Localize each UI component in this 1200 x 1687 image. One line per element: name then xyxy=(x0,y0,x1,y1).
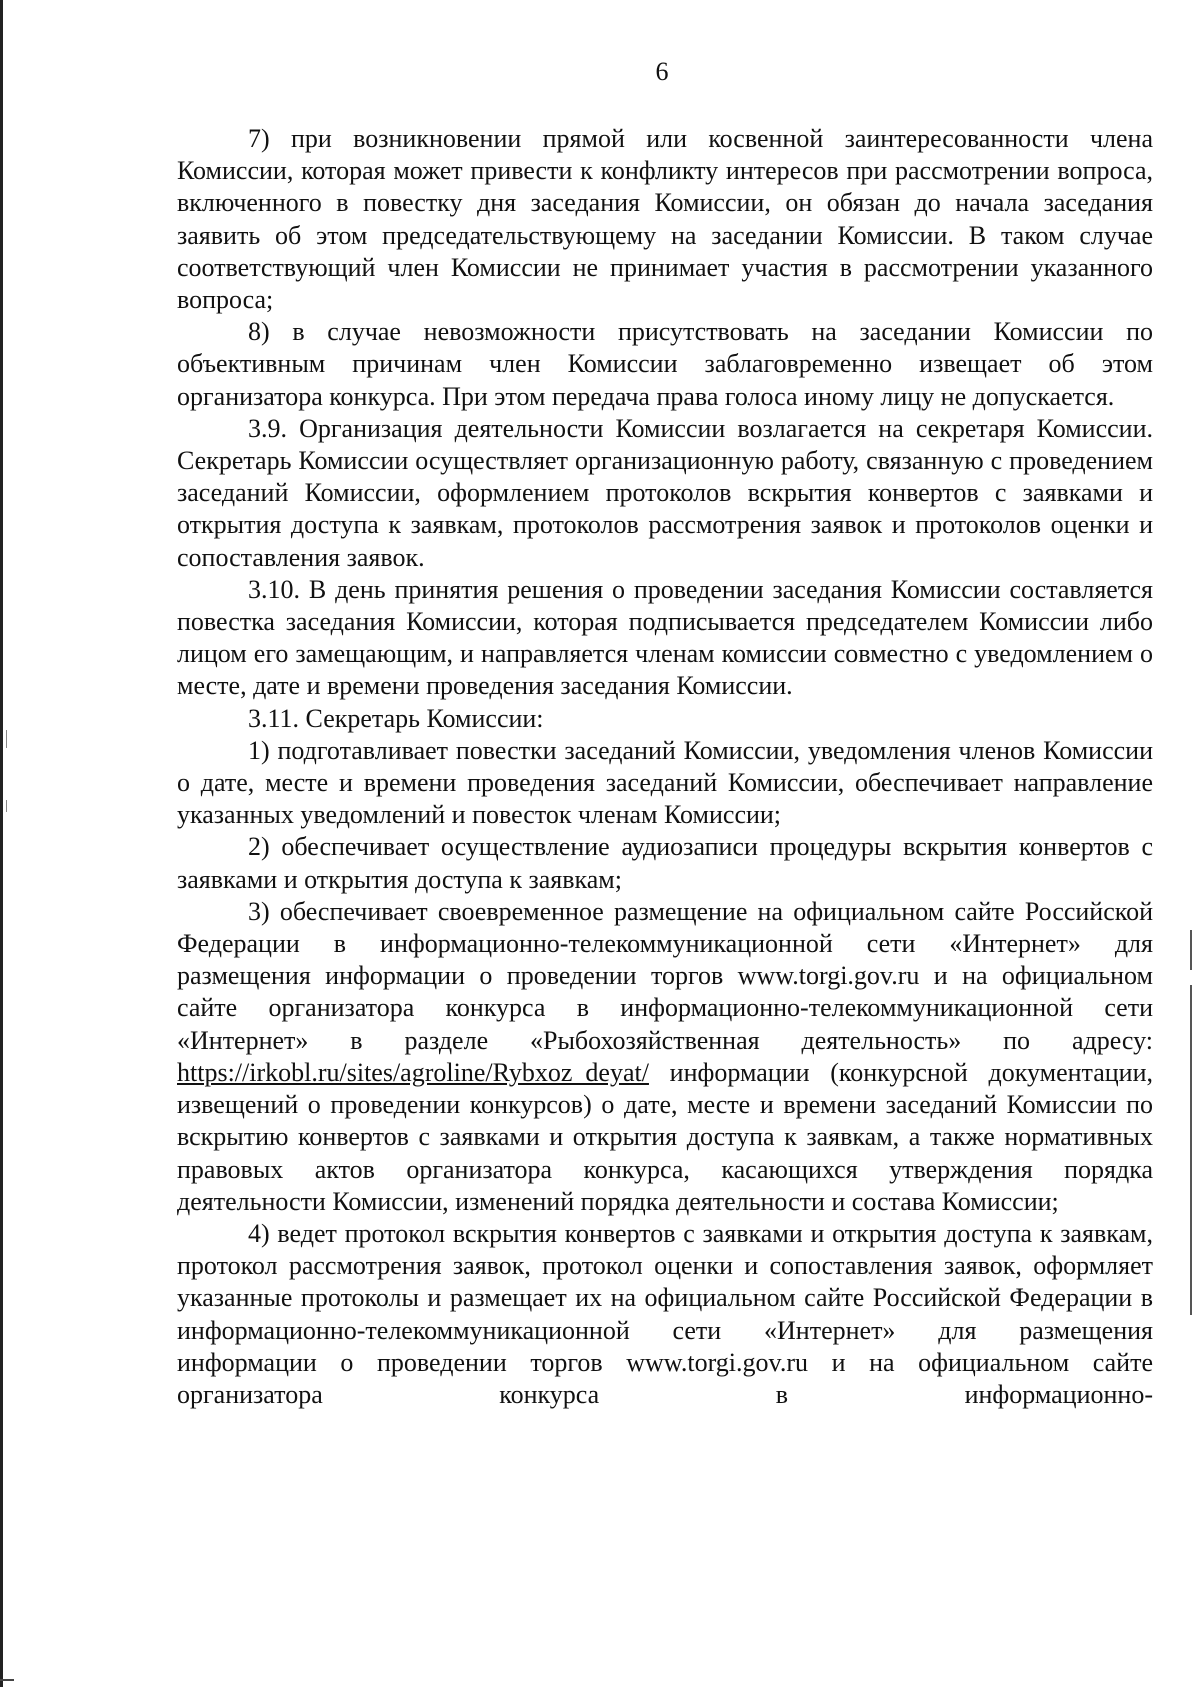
paragraph-subitem-4: 4) ведет протокол вскрытия конвертов с заявками и открытия доступа к заявкам, протокол рассмотрения заявок, протокол оценки и сопоставления заявок, оформляет указанные протоколы и размещает их на официальном сайте Российской Федерации в информационно-телекоммуникационной сети «Интернет» для размещения информации о проведении торгов www.torgi.gov.ru и на официальном сайте организатора конкурса в информационно- xyxy=(177,1218,1153,1409)
paragraph-subitem-2: 2) обеспечивает осуществление аудиозаписи процедуры вскрытия конвертов с заявками и открытия доступа к заявкам; xyxy=(177,832,1153,894)
paragraph-3-9: 3.9. Организация деятельности Комиссии возлагается на секретаря Комиссии. Секретарь Комиссии осуществляет организационную работу, связанную с проведением заседаний Комиссии, оформлением протоколов вскрытия конвертов с заявками и открытия доступа к заявкам, протоколов рассмотрения заявок и протоколов оценки и сопоставления заявок. xyxy=(177,413,1153,572)
paragraph-subitem-1: 1) подготавливает повестки заседаний Комиссии, уведомления членов Комиссии о дате, месте и времени проведения заседаний Комиссии, обеспечивает направление указанных уведомлений и повесток членам Комиссии; xyxy=(177,735,1153,830)
subitem-3-text-start: 3) обеспечивает своевременное размещение на официальном сайте Российской Федерации в информационно-телекоммуникационной сети «Интернет» для размещения информации о проведении торгов www.torgi.gov.ru и на официальном сайте организатора конкурса в информационно-телекоммуникационной сети «Интернет» в разделе «Рыбохозяйственная деятельность» по адресу: xyxy=(177,896,1153,1055)
rybxoz-section-link[interactable]: https://irkobl.ru/sites/agroline/Rybxoz_deyat/ xyxy=(177,1057,649,1087)
scan-artifact-mark xyxy=(6,800,7,812)
paragraph-item-8: 8) в случае невозможности присутствовать на заседании Комиссии по объективным причинам член Комиссии заблаговременно извещает об этом организатора конкурса. При этом передача права голоса иному лицу не допускается. xyxy=(177,317,1153,411)
paragraph-item-7: 7) при возникновении прямой или косвенной заинтересованности члена Комиссии, которая может привести к конфликту интересов при рассмотрении вопроса, включенного в повестку дня заседания Комиссии, он обязан до начала заседания заявить об этом председательствующему на заседании Комиссии. В таком случае соответствующий член Комиссии не принимает участия в рассмотрении указанного вопроса; xyxy=(177,124,1153,315)
subitem-3-text-end: информации (конкурсной документации, извещений о проведении конкурсов) о дате, месте и времени заседаний Комиссии по вскрытию конвертов с заявками и открытия доступа к заявкам, а также нормативных правовых актов организатора конкурса, касающихся утверждения порядка деятельности Комиссии, изменений порядка деятельности и состава Комиссии; xyxy=(177,1057,1153,1216)
page-number: 6 xyxy=(655,57,669,86)
scan-artifact-mark xyxy=(1190,985,1192,1315)
scan-artifact-mark xyxy=(6,730,7,748)
scan-artifact-mark xyxy=(1190,930,1192,970)
scan-left-edge xyxy=(0,0,3,1687)
scan-artifact-mark xyxy=(0,1679,14,1681)
paragraph-3-10: 3.10. В день принятия решения о проведении заседания Комиссии составляется повестка заседания Комиссии, которая подписывается председателем Комиссии либо лицом его замещающим, и направляется членам комиссии совместно с уведомлением о месте, дате и времени проведения заседания Комиссии. xyxy=(177,574,1153,701)
paragraph-subitem-3 xyxy=(177,896,1153,1218)
document-body xyxy=(177,123,1153,1411)
paragraph-3-11-heading: 3.11. Секретарь Комиссии: xyxy=(248,703,544,733)
